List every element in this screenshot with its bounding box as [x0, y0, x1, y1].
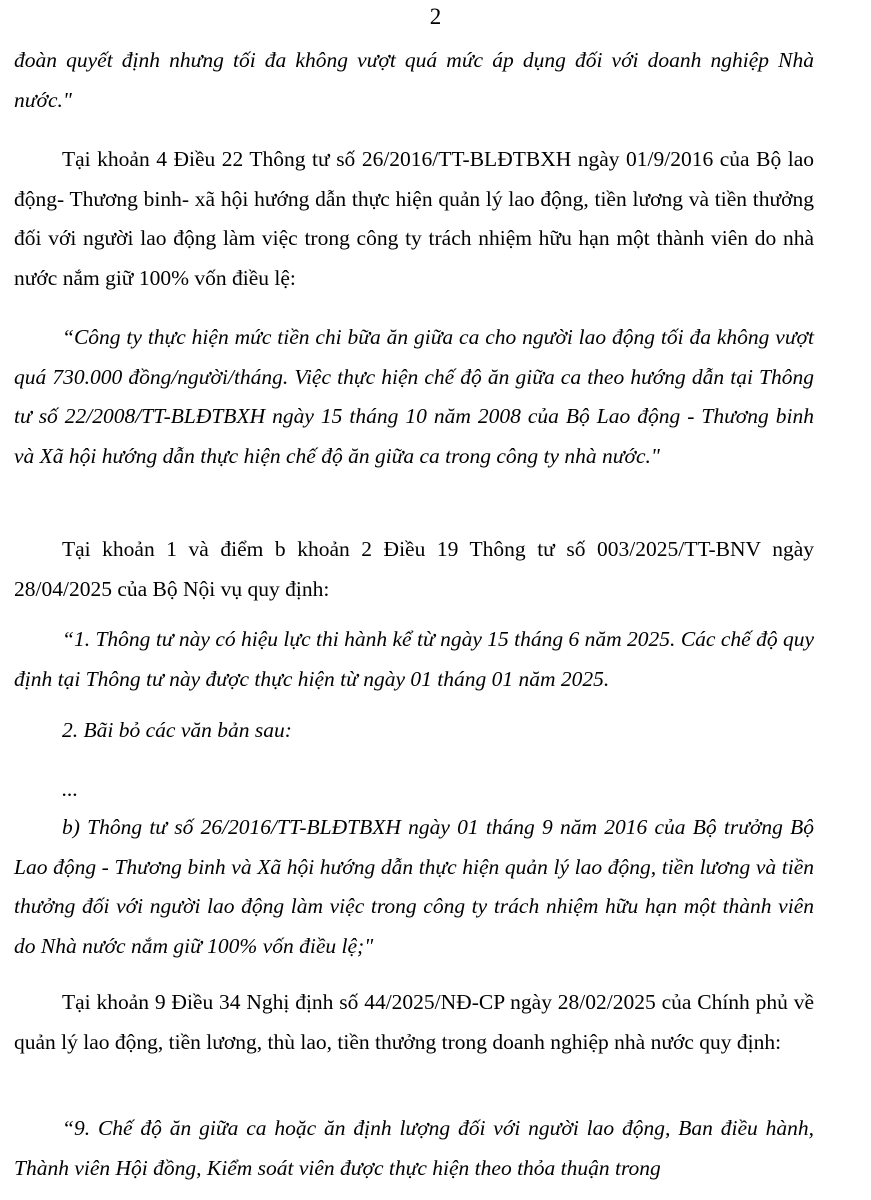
paragraph-continuation-quote: đoàn quyết định nhưng tối đa không vượt quá mức áp dụng đối với doanh nghiệp Nhà nước.": [14, 48, 814, 112]
paragraph-quote-meal-regime: “9. Chế độ ăn giữa ca hoặc ăn định lượng đối với người lao động, Ban điều hành, Thành viên Hội đồng, Kiểm soát viên được thực hiện theo thỏa thuận trong: [14, 1116, 814, 1180]
paragraph-circular-003-2025: Tại khoản 1 và điểm b khoản 2 Điều 19 Thông tư số 003/2025/TT-BNV ngày 28/04/2025 của Bộ Nội vụ quy định:: [14, 537, 814, 601]
paragraph-quote-meal-allowance: “Công ty thực hiện mức tiền chi bữa ăn giữa ca cho người lao động tối đa không vượt quá 730.000 đồng/người/tháng. Việc thực hiện chế độ ăn giữa ca theo hướng dẫn tại Thông tư số 22/2008/TT-BLĐTBXH ngày 15 tháng 10 năm 2008 của Bộ Lao động - Thương binh và Xã hội hướng dẫn thực hiện chế độ ăn giữa ca trong công ty nhà nước.": [14, 325, 814, 468]
paragraph-decree-44-2025: Tại khoản 9 Điều 34 Nghị định số 44/2025/NĐ-CP ngày 28/02/2025 của Chính phủ về quản lý lao động, tiền lương, thù lao, tiền thưởng trong doanh nghiệp nhà nước quy định:: [14, 990, 814, 1054]
paragraph-quote-repeal-heading: 2. Bãi bỏ các văn bản sau:: [62, 718, 292, 742]
paragraph-quote-effective-date: “1. Thông tư này có hiệu lực thi hành kể từ ngày 15 tháng 6 năm 2025. Các chế độ quy định tại Thông tư này được thực hiện từ ngày 01 tháng 01 năm 2025.: [14, 627, 814, 691]
paragraph-circular-26-2016: Tại khoản 4 Điều 22 Thông tư số 26/2016/TT-BLĐTBXH ngày 01/9/2016 của Bộ lao động- Thương binh- xã hội hướng dẫn thực hiện quản lý lao động, tiền lương và tiền thưởng đối với người lao động làm việc trong công ty trách nhiệm hữu hạn một thành viên do nhà nước nắm giữ 100% vốn điều lệ:: [14, 147, 814, 290]
paragraph-ellipsis: ...: [62, 777, 79, 801]
page-number: 2: [429, 4, 442, 29]
paragraph-quote-repealed-circular: b) Thông tư số 26/2016/TT-BLĐTBXH ngày 01 tháng 9 năm 2016 của Bộ trưởng Bộ Lao động - Thương binh và Xã hội hướng dẫn thực hiện quản lý lao động, tiền lương và tiền thưởng đối với người lao động làm việc trong công ty trách nhiệm hữu hạn một thành viên do Nhà nước nắm giữ 100% vốn điều lệ;": [14, 815, 814, 958]
